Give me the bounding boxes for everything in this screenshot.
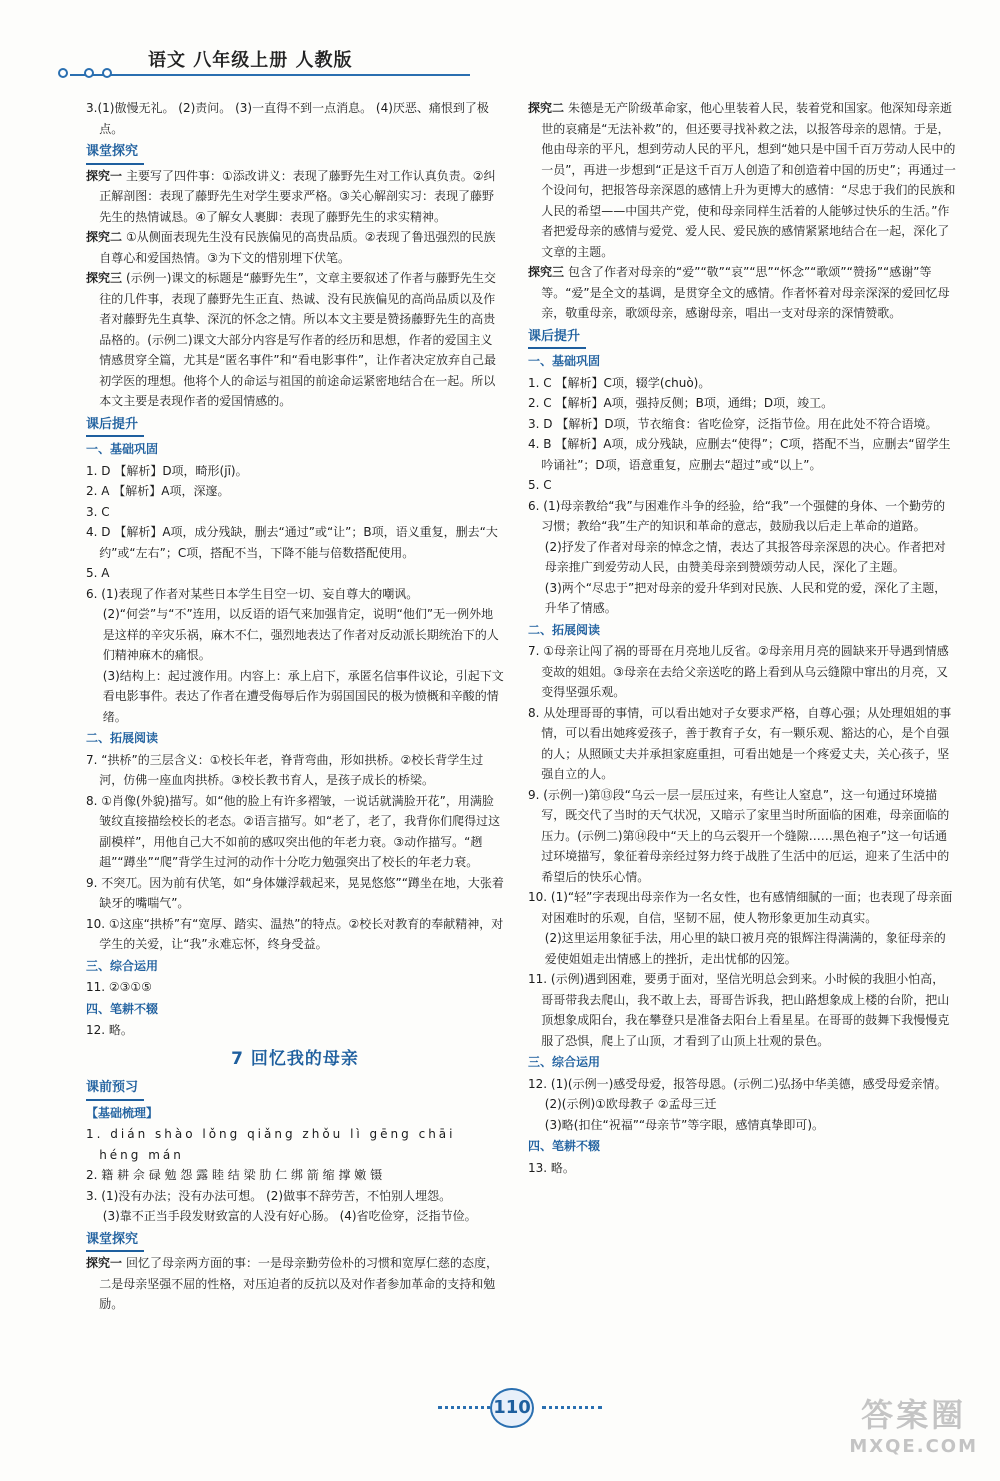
subsection-heading: 三、综合运用 <box>86 958 159 973</box>
subsection-heading: 四、笔耕不辍 <box>528 1139 601 1153</box>
inquiry-text: (示例一)课文的标题是“藤野先生”，文章主要叙述了作者与藤野先生交往的几件事，表现了藤野先生正直、热诚、没有民族偏见的高尚品质以及作者对藤野先生真挚、深沉的怀念之情。所以本文主要是赞扬藤野先生的高贵品格的。(示例二)课文大部分内容是写作者的经历和思想，作者的爱国主义情感贯穿全篇，尤其是“匿名事件”和“看电影事件”，让作者决定放弃自己最初学医的理想。他将个人的命运与祖国的前途命运紧密地结合在一起。所以本文主要是表现作者的爱国情感的。 <box>99 271 497 408</box>
header-dot-icon <box>58 68 68 78</box>
inquiry-label: 探究二 <box>86 230 123 244</box>
answer-item: 10. ①这座“拱桥”有“宽厚、踏实、温热”的特点。②校长对教育的奉献精神，对学生的关爱，让“我”永难忘怀，终身受益。 <box>86 916 504 951</box>
watermark-logo-text: 答案圈 <box>861 1396 967 1434</box>
answer-item: 2. A 【解析】A项，深邃。 <box>86 484 230 498</box>
left-column <box>86 98 504 1315</box>
pinyin-answer: 1. dián shào lǒng qiǎng zhǒu lì gēng chāi héng mán <box>86 1127 456 1162</box>
inquiry-text: ①从侧面表现先生没有民族偏见的高贵品质。②表现了鲁迅强烈的民族自尊心和爱国热情。③为下文的惜别埋下伏笔。 <box>99 230 496 265</box>
section-heading-row <box>86 412 504 439</box>
answer-item: 1. D 【解析】D项，畸形(jī)。 <box>86 463 248 478</box>
watermark-url: MXQE.COM <box>849 1436 978 1457</box>
answer-item: 11. ②③①⑤ <box>86 980 152 994</box>
subsection-heading: 二、拓展阅读 <box>528 622 601 637</box>
answer-item: 2. 籍 耕 佘 碌 勉 怨 露 睦 结 梁 肋 仁 绑 箭 缩 撑 嫩 镊 <box>86 1168 383 1182</box>
answer-item: 8. ①肖像(外貌)描写。如“他的脸上有许多褶皱，一说话就满脸开花”，用满脸皱纹直接描绘校长的老态。②语言描写。如“老了，老了，我背你们爬得过这副模样”，用他自己大不如前的感叹突出他的年老力衰。③动作描写。“趔趄”“蹲坐”“爬”背学生过河的动作十分吃力勉强突出了校长的年老力衰。 <box>86 793 501 869</box>
footer-dots <box>542 1406 602 1409</box>
answer-item: 7. “拱桥”的三层含义：①校长年老，脊背弯曲，形如拱桥。②校长背学生过河，仿佛一座血肉拱桥。③校长教书育人，是孩子成长的桥梁。 <box>86 752 484 787</box>
page-number: 110 <box>490 1388 534 1428</box>
header-title: 语文 八年级上册 人教版 <box>148 50 353 71</box>
subsection-heading: 二、拓展阅读 <box>86 731 159 745</box>
inquiry-text: 主要写了四件事：①添改讲义：表现了藤野先生对工作认真负责。②纠正解剖图：表现了藤野先生对学生要求严格。③关心解剖实习：表现了藤野先生的热情诚恳。④了解女人裹脚：表现了藤野先生的求实精神。 <box>99 168 496 224</box>
subsection-heading: 四、笔耕不辍 <box>86 1001 159 1016</box>
chapter-title: 7 回忆我的母亲 <box>231 1048 359 1069</box>
inquiry-answer <box>528 262 956 324</box>
answer-continuation: (2)“何尝”与“不”连用，以反语的语气来加强肯定，说明“他们”无一例外地是这样的辛灾乐祸，麻木不仁，强烈地表达了作者对反动派长期统治下的人们精神麻木的痛恨。 <box>102 607 499 662</box>
answer-item: 9. (示例一)第⑬段“乌云一层一层压过来，有些让人窒息”，这一句通过环境描写，既交代了当时的天气状况，又暗示了家里当时所面临的困难，母亲面临的压力。(示例二)第⑭段中“天上的乌云裂开一个缝隙……黑色袍子”这一句话通过环境描写，象征着母亲经过努力终于战胜了生活中的厄运，迎来了生活中的希望后的快乐心情。 <box>528 787 950 884</box>
answer-item: 3. (1)没有办法；没有办法可想。 (2)做事不辞劳苦，不怕别人埋怨。 <box>86 1188 452 1203</box>
answer-continuation: (3)结构上：起过渡作用。内容上：承上启下，承匿名信事件议论，引起下文看电影事件。表达了作者在遭受侮辱后作为弱国国民的极为愤概和辛酸的情绪。 <box>102 668 504 724</box>
answer-item: 3. C <box>86 504 110 519</box>
inquiry-answer <box>86 227 504 268</box>
answer-item: 10. (1)“轻”字表现出母亲作为一名女性，也有感情细腻的一面；也表现了母亲面对困难时的乐观，自信，坚韧不屈，使人物形象更加生动真实。 <box>528 890 953 925</box>
answer-item: 2. C 【解析】A项，强持反侧；B项，通缉；D项，竣工。 <box>528 396 834 410</box>
section-heading: 课堂探究 <box>86 1230 144 1253</box>
section-heading: 课堂探究 <box>86 142 144 165</box>
inquiry-label: 探究三 <box>528 265 565 279</box>
header-rule <box>70 74 470 76</box>
answer-item: 3. D 【解析】D项，节衣缩食：省吃俭穿，泛指节俭。用在此处不符合语境。 <box>528 416 938 431</box>
answer-item: 5. A <box>86 566 110 580</box>
section-heading-row <box>528 324 956 351</box>
header-dot-icon <box>102 68 112 78</box>
answer-item: 9. 不突兀。因为前有伏笔，如“身体嫌浮载起来，晃晃悠悠”“蹲坐在地，大张着缺牙的嘴喘气”。 <box>86 875 504 910</box>
inquiry-answer <box>528 98 956 262</box>
section-heading: 课后提升 <box>528 327 586 350</box>
inquiry-label: 探究一 <box>86 1256 123 1270</box>
answer-item: 11. (示例)遇到困难，要勇于面对，坚信光明总会到来。小时候的我胆小怕高，哥哥带我去爬山，我不敢上去，哥哥告诉我，把山路想象成上楼的台阶，把山顶想象成阳台，我在攀登只是准备去阳台上看星星。在哥哥的鼓舞下我慢慢克服了恐惧，爬上了山顶，才看到了山顶上壮观的景色。 <box>528 972 950 1048</box>
section-heading: 课前预习 <box>86 1078 144 1101</box>
answer-continuation: (3)两个“尽忠于”把对母亲的爱升华到对民族、人民和党的爱，深化了主题，升华了情感。 <box>544 580 947 615</box>
answer-item: 5. C <box>528 478 552 492</box>
answer-item: 4. D 【解析】A项，成分残缺，删去“通过”或“让”；B项，语义重复，删去“大约”或“左右”；C项，搭配不当，下降不能与倍数搭配使用。 <box>86 525 498 560</box>
section-heading-row <box>86 1075 504 1102</box>
subsection-heading: 三、综合运用 <box>528 1055 601 1069</box>
answer-item: 7. ①母亲让闯了祸的哥哥在月亮地儿反省。②母亲用月亮的圆缺来开导遇到情感变故的姐姐。③母亲在去给父亲送吃的路上看到从乌云缝隙中窜出的月亮，又变得坚强乐观。 <box>528 644 949 699</box>
answer-continuation: (3)靠不正当手段发财致富的人没有好心肠。 (4)省吃俭穿，泛指节俭。 <box>102 1209 477 1223</box>
right-column <box>528 98 956 1178</box>
answer-item: 3.(1)傲慢无礼。 (2)责问。 (3)一直得不到一点消息。 (4)厌恶、痛恨到了极点。 <box>86 101 489 136</box>
page-header <box>58 40 488 90</box>
answer-item: 12. (1)(示例一)感受母爱，报答母恩。(示例二)弘扬中华美德，感受母爱亲情。 <box>528 1076 947 1091</box>
section-heading: 课后提升 <box>86 415 144 438</box>
section-heading-row <box>86 1227 504 1254</box>
page-footer <box>438 1388 638 1428</box>
inquiry-label: 探究三 <box>86 271 123 285</box>
inquiry-answer <box>86 268 504 412</box>
inquiry-answer <box>86 166 504 228</box>
answer-item: 13. 略。 <box>528 1160 575 1175</box>
inquiry-answer <box>86 1253 504 1315</box>
inquiry-text: 包含了作者对母亲的“爱”“敬”“哀”“思”“怀念”“歌颂”“赞扬”“感谢”等等。“爱”是全文的基调，是贯穿全文的感情。作者怀着对母亲深深的爱回忆母亲，敬重母亲，歌颂母亲，感谢母亲，唱出一支对母亲的深情赞歌。 <box>541 265 950 320</box>
answer-continuation: (2)(示例)①欧母教子 ②孟母三迁 <box>544 1097 717 1111</box>
inquiry-text: 朱德是无产阶级革命家，他心里装着人民，装着党和国家。他深知母亲逝世的哀痛是“无法补救”的，但还要寻找补救之法，以报答母亲的恩情。于是，他由母亲的平凡，想到劳动人民的平凡，想到“她只是中国千百万劳动人民中的一员”，再进一步想到“正是这千百万人创造了和创造着中国的历史”；再通过一个设问句，把报答母亲深恩的感情上升为更博大的感情：“尽忠于我们的民族和人民的希望——中国共产党，使和母亲同样生活着的人能够过快乐的生活。”作者把爱母亲的感情与爱党、爱人民、爱民族的感情紧紧地结合在一起，深化了文章的主题。 <box>541 101 956 259</box>
answer-item: 6. (1)母亲教给“我”与困难作斗争的经验，给“我”一个强健的身体、一个勤劳的习惯；教给“我”生产的知识和革命的意志，鼓励我以后走上革命的道路。 <box>528 498 946 533</box>
watermark <box>849 1390 978 1457</box>
answer-item: 1. C 【解析】C项，辍学(chuò)。 <box>528 375 711 390</box>
subsection-heading: 一、基础巩固 <box>86 442 159 456</box>
inquiry-label: 探究一 <box>86 168 123 183</box>
answer-item: 4. B 【解析】A项，成分残缺，应删去“使得”；C项，搭配不当，应删去“留学生吟诵社”；D项，语意重复，应删去“超过”或“以上”。 <box>528 437 951 472</box>
answer-item: 6. (1)表现了作者对某些日本学生目空一切、妄自尊大的嘲讽。 <box>86 586 419 601</box>
subsection-heading: 一、基础巩固 <box>528 354 601 368</box>
answer-item: 12. 略。 <box>86 1023 133 1037</box>
subsection-heading: 【基础梳理】 <box>86 1105 159 1120</box>
inquiry-text: 回忆了母亲两方面的事：一是母亲勤劳俭朴的习惯和宽厚仁慈的态度，二是母亲坚强不屈的性格，对压迫者的反抗以及对作者参加革命的支持和勉励。 <box>99 1256 499 1311</box>
header-dot-icon <box>84 68 94 78</box>
answer-item: 8. 从处理哥哥的事情，可以看出她对子女要求严格，自尊心强；从处理姐姐的事情，可以看出她疼爱孩子，善于教育子女，有一颗乐观、豁达的心，是个自强的人；从照顾丈夫并承担家庭重担，可看出她是一个疼爱丈夫，关心孩子，坚强自立的人。 <box>528 705 952 781</box>
footer-dots <box>438 1406 498 1409</box>
section-heading-row <box>86 139 504 166</box>
answer-continuation: (2)这里运用象征手法，用心里的缺口被月亮的银辉注得满满的，象征母亲的爱使姐姐走出情感上的挫折，走出忧郁的囚笼。 <box>544 931 946 966</box>
answer-continuation: (2)抒发了作者对母亲的悼念之情，表达了其报答母亲深恩的决心。作者把对母亲推广到爱劳动人民，由赞美母亲到赞颂劳动人民，深化了主题。 <box>544 539 946 574</box>
answer-continuation: (3)略(扣住“祝福”“母亲节”等字眼，感情真挚即可)。 <box>544 1117 825 1132</box>
inquiry-label: 探究二 <box>528 101 565 115</box>
